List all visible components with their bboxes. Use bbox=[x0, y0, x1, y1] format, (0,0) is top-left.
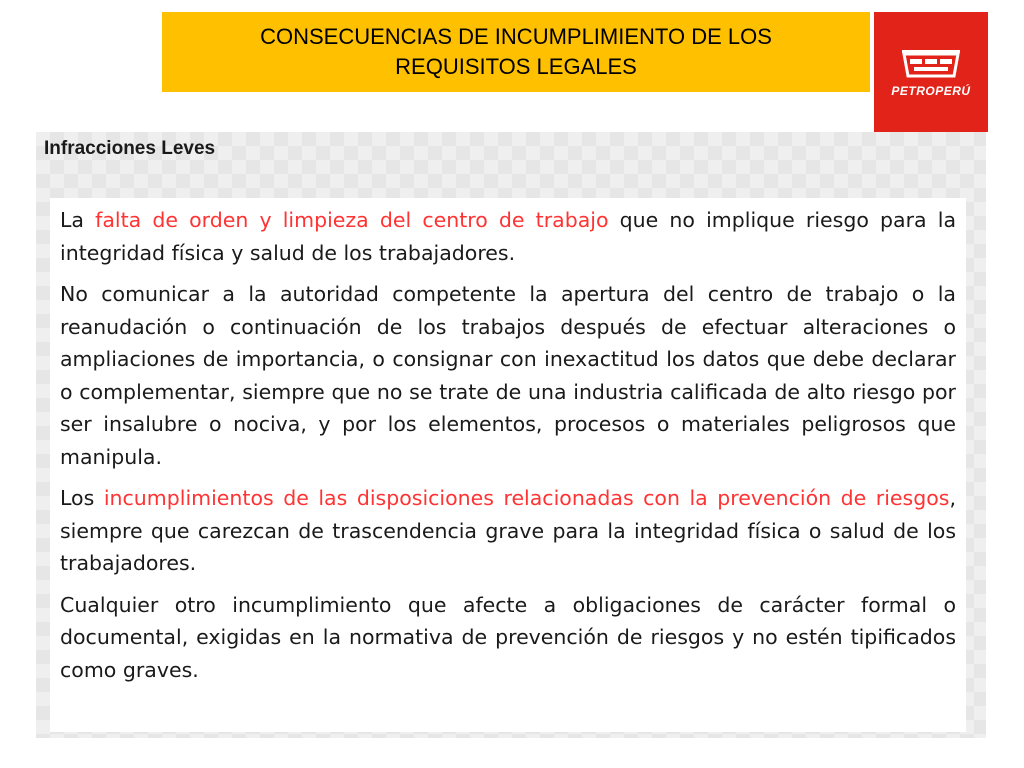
page-title: CONSECUENCIAS DE INCUMPLIMIENTO DE LOS REQUISITOS LEGALES bbox=[260, 24, 772, 79]
section-heading: Infracciones Leves bbox=[44, 138, 216, 159]
paragraph-3 bbox=[60, 482, 956, 580]
paragraph-3-lead: Los bbox=[60, 486, 104, 510]
paragraph-2: No comunicar a la autoridad competente la apertura del centro de trabajo o la reanudación o continuación de los trabajos después de efectuar alteraciones o ampliaciones de importancia, o consignar con inexactitud los datos que debe declarar o complementar, siempre que no se trate de una industria calificada de alto riesgo por ser insalubre o nociva, y por los elementos, procesos o materiales peligrosos que manipula. bbox=[60, 282, 956, 469]
paragraph-1-rest: que no implique riesgo para la integridad física y salud de los trabajadores. bbox=[60, 208, 957, 265]
paragraph-4: Cualquier otro incumplimiento que afecte a obligaciones de carácter formal o documental, exigidas en la normativa de prevención de riesgos y no estén tipificados como graves. bbox=[60, 592, 956, 682]
petroperu-logo-icon bbox=[900, 46, 962, 80]
petroperu-logo bbox=[874, 12, 988, 132]
text-area bbox=[50, 198, 966, 732]
paragraph-1-highlight: falta de orden y limpieza del centro de trabajo bbox=[95, 208, 609, 232]
logo-text: PETROPERÚ bbox=[891, 84, 971, 98]
paragraph-3-rest: , siempre que carezcan de trascendencia grave para la integridad física o salud de los trabajadores. bbox=[60, 486, 956, 575]
paragraph-1-lead: La bbox=[60, 208, 96, 232]
title-banner bbox=[162, 12, 870, 92]
paragraph-1 bbox=[60, 204, 956, 269]
paragraph-3-highlight: incumplimientos de las disposiciones relacionadas con la prevención de riesgos bbox=[103, 486, 950, 510]
content-panel bbox=[36, 132, 986, 738]
